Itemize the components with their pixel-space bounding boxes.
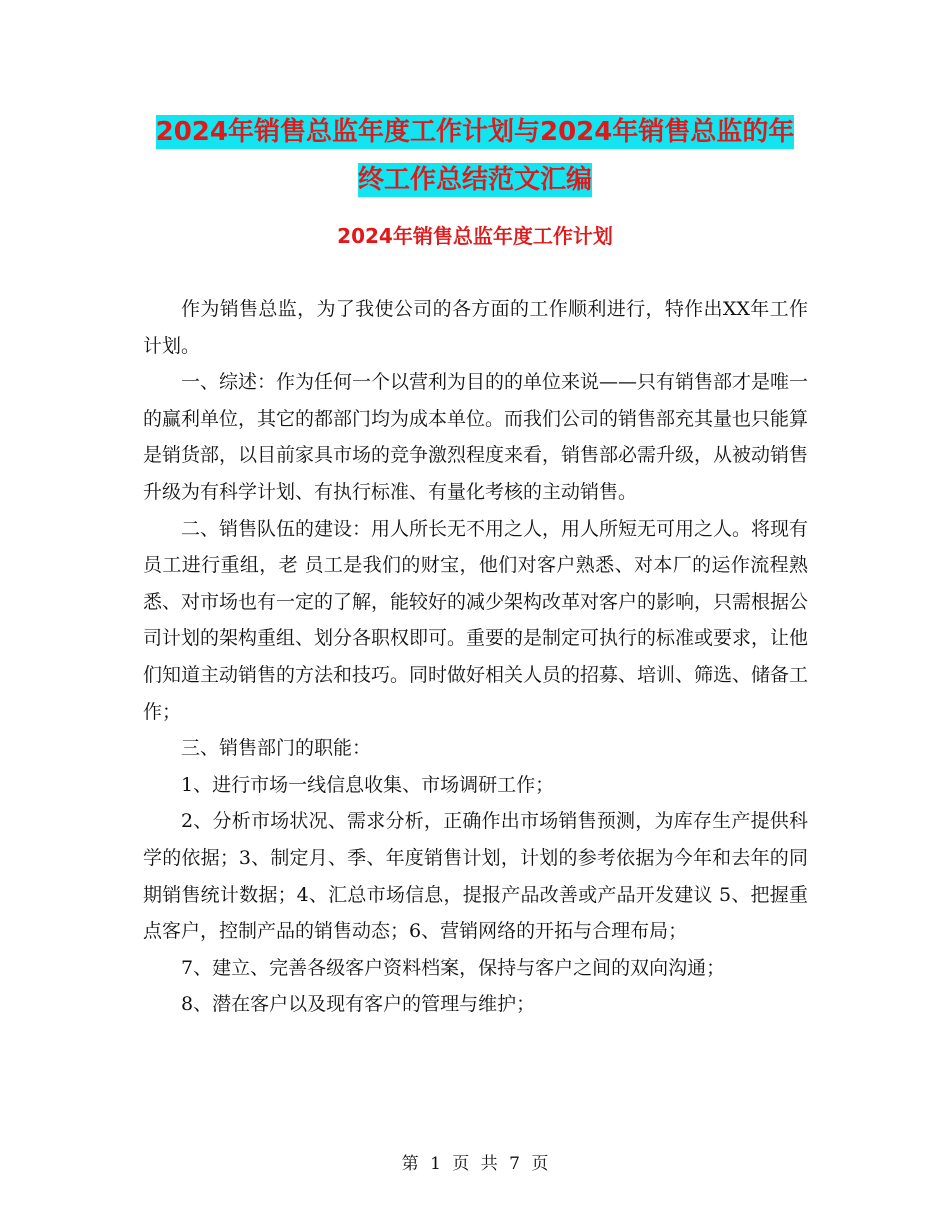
paragraph-functions-heading: 三、销售部门的职能： [181,737,372,760]
section-title: 2024年销售总监年度工作计划 [337,224,613,248]
paragraph-function-7: 7、建立、完善各级客户资料档案，保持与客户之间的双向沟通； [181,956,726,979]
paragraph-overview: 一、综述：作为任何一个以营利为目的的单位来说——只有销售部才是唯一的赢利单位，其它的都部门均为成本单位。而我们公司的销售部充其量也只能算是销货部，以目前家具市场的竞争激烈程度来看，销售部必需升级，从被动销售升级为有科学计划、有执行标准、有量化考核的主动销售。 [143,371,809,503]
paragraph-function-2-6: 2、分析市场状况、需求分析，正确作出市场销售预测，为库存生产提供科学的依据；3、制定月、季、年度销售计划，计划的参考依据为今年和去年的同期销售统计数据；4、汇总市场信息，提报产品改善或产品开发建议 5、把握重点客户，控制产品的销售动态；6、营销网络的开拓与合理布局； [143,810,808,943]
paragraph-function-8: 8、潜在客户以及现有客户的管理与维护； [181,993,536,1016]
document-title-line-1: 2024年销售总监年度工作计划与2024年销售总监的年 [155,117,795,147]
paragraph-intro: 作为销售总监，为了我使公司的各方面的工作顺利进行，特作出XX年工作计划。 [143,298,808,357]
paragraph-function-1: 1、进行市场一线信息收集、市场调研工作； [181,773,555,796]
document-title-line-2: 终工作总结范文汇编 [357,165,592,195]
document-body [143,291,808,1023]
paragraph-team-building: 二、销售队伍的建设：用人所长无不用之人，用人所短无可用之人。将现有员工进行重组，老 员工是我们的财宝，他们对客户熟悉、对本厂的运作流程熟悉、对市场也有一定的了解，能较好的减少架构改革对客户的影响，只需根据公司计划的架构重组、划分各职权即可。重要的是制定可执行的标准或要求，让他们知道主动销售的方法和技巧。同时做好相关人员的招募、培训、筛选、储备工作； [143,517,809,723]
document-title [130,108,820,204]
page-number: 第 1 页 共 7 页 [401,1154,549,1174]
